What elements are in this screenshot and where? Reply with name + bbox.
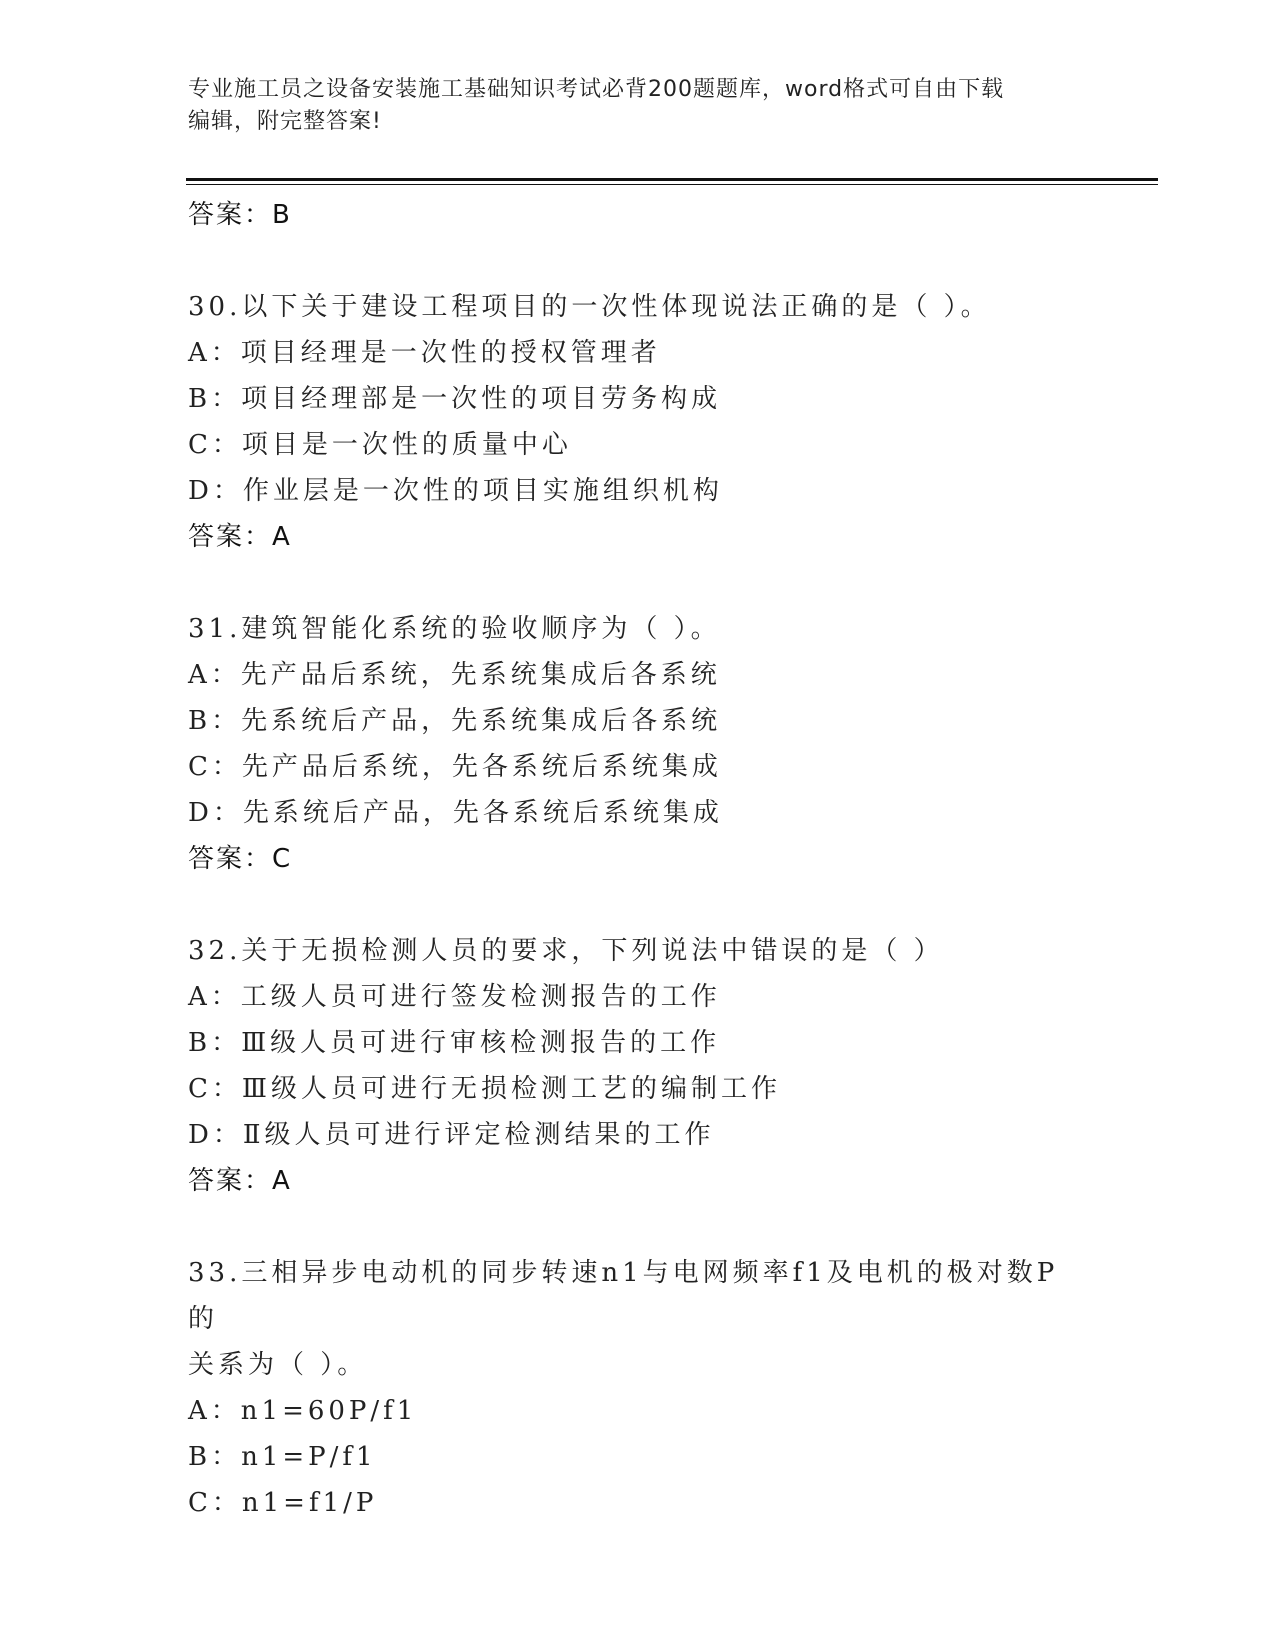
question-block-30 xyxy=(188,284,1088,560)
option-a: A：先产品后系统，先系统集成后各系统 xyxy=(188,660,721,690)
question-block-32 xyxy=(188,928,1088,1204)
option-d: D：先系统后产品，先各系统后系统集成 xyxy=(188,798,723,828)
header-title-line1: 专业施工员之设备安装施工基础知识考试必背200题题库，word格式可自由下载 xyxy=(188,77,1005,102)
question-text: 32.关于无损检测人员的要求，下列说法中错误的是（ ） xyxy=(188,936,944,966)
option-c: C：Ⅲ级人员可进行无损检测工艺的编制工作 xyxy=(188,1074,781,1104)
option-b: B：项目经理部是一次性的项目劳务构成 xyxy=(188,384,722,414)
question-text-line2: 关系为（ ）。 xyxy=(188,1350,368,1380)
question-text: 31.建筑智能化系统的验收顺序为（ ）。 xyxy=(188,614,721,644)
option-b: B：n1=P/f1 xyxy=(188,1442,377,1472)
option-c: C：先产品后系统，先各系统后系统集成 xyxy=(188,752,722,782)
answer-label: 答案：C xyxy=(188,844,293,874)
option-b: B：先系统后产品，先系统集成后各系统 xyxy=(188,706,722,736)
option-c: C：项目是一次性的质量中心 xyxy=(188,430,572,460)
option-a: A：n1=60P/f1 xyxy=(188,1396,418,1426)
option-c: C：n1=f1/P xyxy=(188,1488,378,1518)
header-divider-thick xyxy=(186,178,1158,181)
spacer xyxy=(188,238,1088,284)
question-text: 30.以下关于建设工程项目的一次性体现说法正确的是（ ）。 xyxy=(188,292,991,322)
answer-label: 答案：A xyxy=(188,1166,292,1196)
option-a: A：项目经理是一次性的授权管理者 xyxy=(188,338,661,368)
spacer xyxy=(188,1204,1088,1250)
option-d: D：作业层是一次性的项目实施组织机构 xyxy=(188,476,723,506)
question-list xyxy=(188,192,1088,1526)
question-block-31 xyxy=(188,606,1088,882)
answer-label: 答案：A xyxy=(188,522,292,552)
question-text-line1: 33.三相异步电动机的同步转速n1与电网频率f1及电机的极对数P的 xyxy=(188,1258,1059,1334)
header-title-line2: 编辑，附完整答案! xyxy=(188,109,382,134)
question-block-33 xyxy=(188,1250,1088,1526)
spacer xyxy=(188,882,1088,928)
answer-prev: 答案：B xyxy=(188,200,292,230)
option-a: A：工级人员可进行签发检测报告的工作 xyxy=(188,982,721,1012)
option-d: D：Ⅱ级人员可进行评定检测结果的工作 xyxy=(188,1120,715,1150)
header-divider-thin xyxy=(186,184,1158,185)
spacer xyxy=(188,560,1088,606)
option-b: B：Ⅲ级人员可进行审核检测报告的工作 xyxy=(188,1028,721,1058)
page-header xyxy=(188,74,1088,138)
